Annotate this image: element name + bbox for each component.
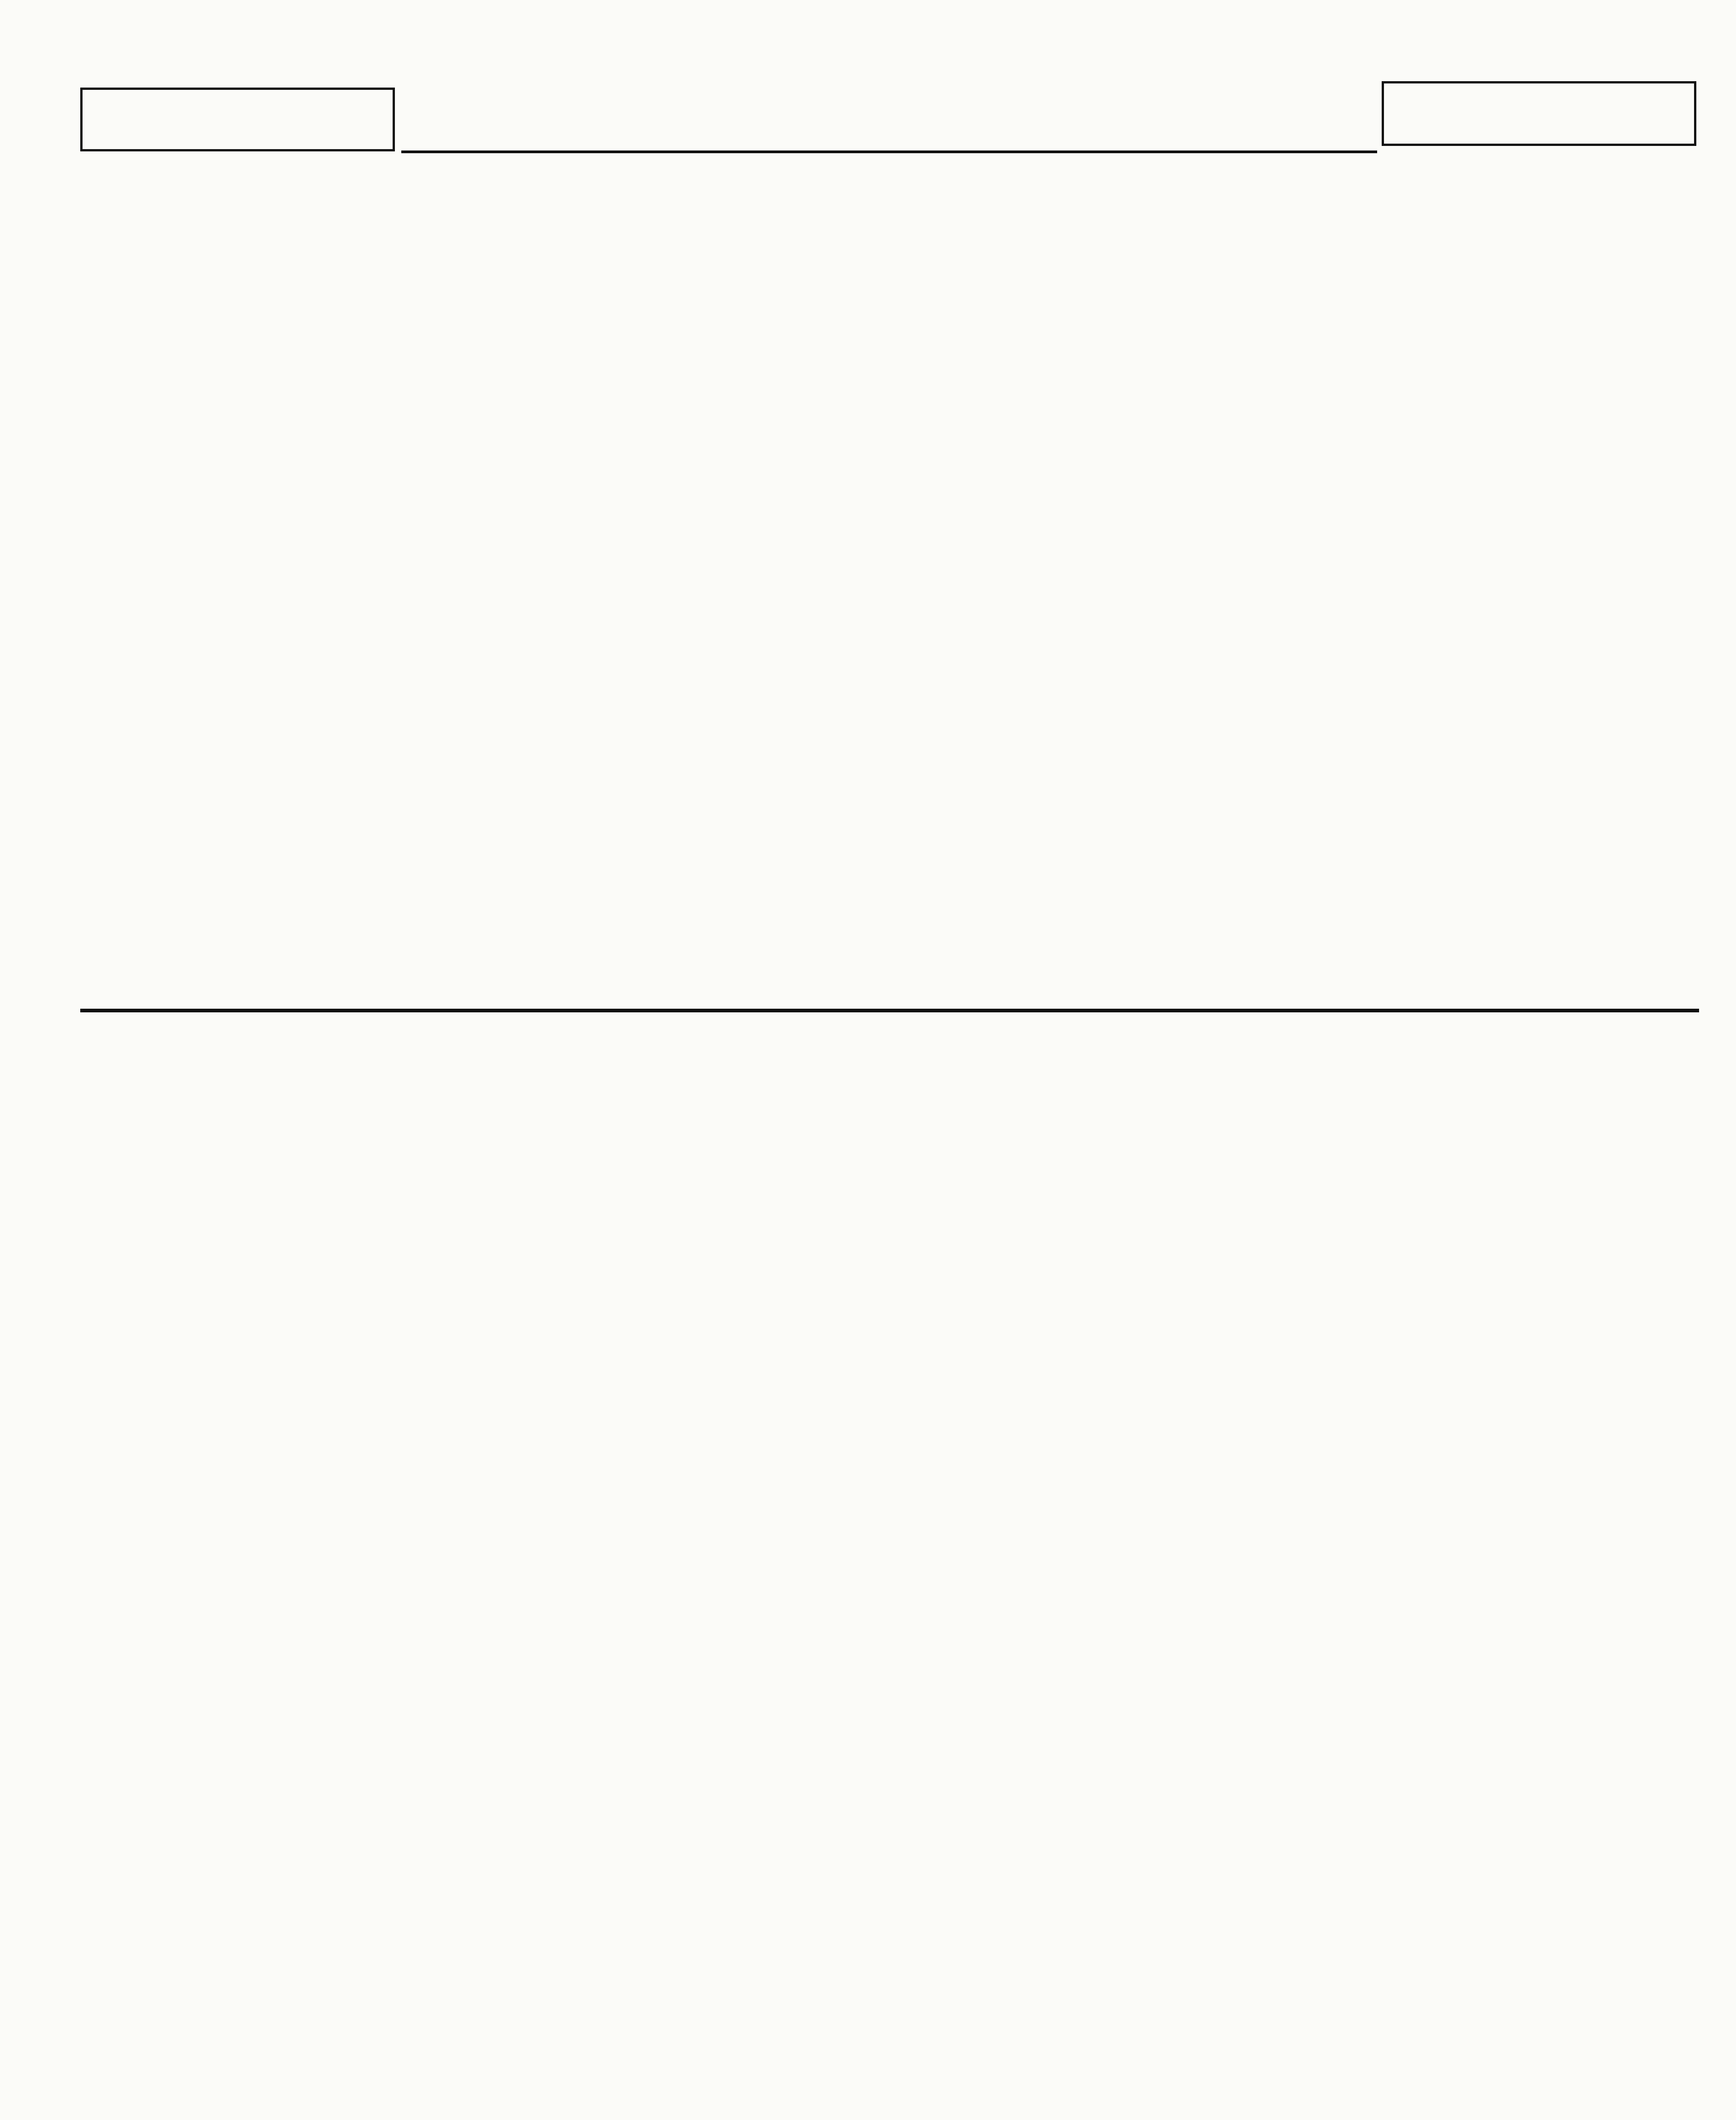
title-rule	[401, 150, 1377, 153]
news-box	[80, 88, 395, 151]
weather-box	[1382, 81, 1696, 146]
section-rule	[80, 1009, 1699, 1012]
